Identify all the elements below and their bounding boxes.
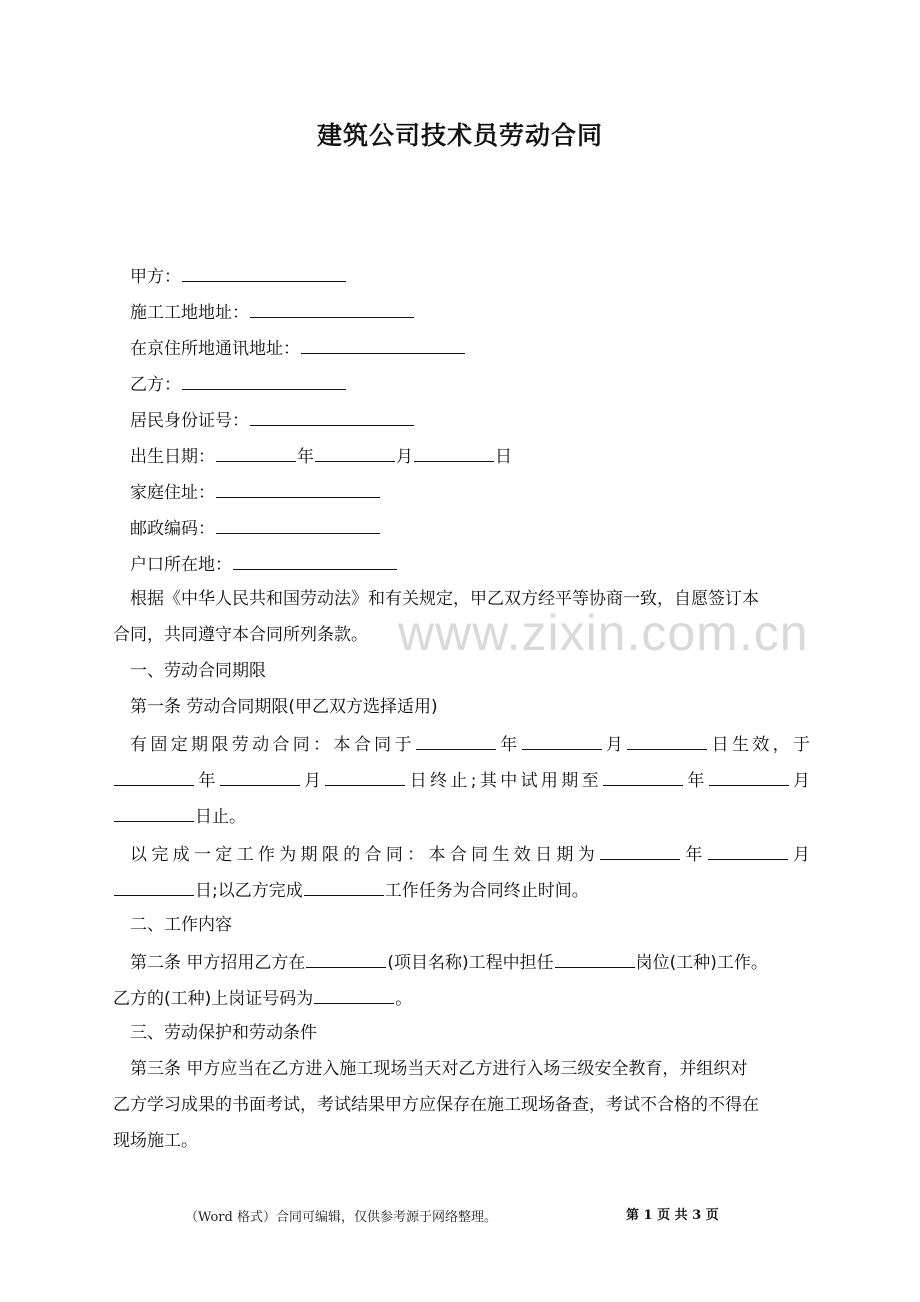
intro-line-1: 根据《中华人民共和国劳动法》和有关规定，甲乙双方经平等协商一致，自愿签订本 [130,589,759,609]
effective-text: 日生效，于 [708,735,811,755]
probation-day-blank[interactable] [114,803,194,822]
postal-code-blank[interactable] [216,515,380,534]
article-2-line-2 [113,985,412,1011]
party-a-label: 甲方： [130,267,181,287]
section-1-heading: 一、劳动合同期限 [130,661,266,681]
birth-month-blank[interactable] [315,443,395,462]
home-address-field [130,479,381,505]
birth-date-field [130,443,512,469]
party-a-blank[interactable] [182,263,346,282]
task-term-line-1 [130,841,810,867]
probation-year-unit: 年 [683,771,708,791]
probation-year-blank[interactable] [603,767,683,786]
task-month-unit: 月 [788,845,811,865]
article-2-end: 岗位(工种)工作。 [635,953,768,973]
site-address-label: 施工工地地址： [130,303,249,323]
fixed-term-line-1 [130,731,810,757]
article-2-line-1 [130,949,768,975]
end-year-blank[interactable] [114,767,194,786]
section-2-heading: 二、工作内容 [130,915,232,935]
site-address-blank[interactable] [250,299,414,318]
birth-date-label: 出生日期： [130,447,215,467]
watermark: www.zixin.com.cn [398,605,809,661]
probation-month-unit: 月 [789,771,811,791]
home-address-blank[interactable] [216,479,380,498]
id-number-field [130,407,415,433]
certificate-prefix: 乙方的(工种)上岗证号码为 [113,989,314,1009]
task-day-blank[interactable] [114,877,194,896]
home-address-label: 家庭住址： [130,483,215,503]
article-3-line-3: 现场施工。 [113,1131,198,1151]
fixed-term-line-2 [113,767,810,793]
end-day-blank[interactable] [325,767,405,786]
task-mid-text: 日;以乙方完成 [195,881,303,901]
beijing-address-field [130,335,466,361]
section-3-heading: 三、劳动保护和劳动条件 [130,1023,317,1043]
article-3-line-1: 第三条 甲方应当在乙方进入施工现场当天对乙方进行入场三级安全教育，并组织对 [130,1059,748,1079]
beijing-address-label: 在京住所地通讯地址： [130,339,300,359]
task-month-blank[interactable] [708,841,788,860]
end-text: 日终止;其中试用期至 [406,771,602,791]
stop-text: 日止。 [195,807,246,827]
position-blank[interactable] [555,949,635,968]
postal-code-label: 邮政编码： [130,519,215,539]
task-name-blank[interactable] [304,877,384,896]
birth-year-blank[interactable] [216,443,296,462]
hukou-blank[interactable] [233,551,397,570]
hukou-field [130,551,398,577]
fixed-term-prefix: 有固定期限劳动合同：本合同于 [130,735,415,755]
beijing-address-blank[interactable] [301,335,465,354]
end-year-unit: 年 [195,771,219,791]
id-number-blank[interactable] [250,407,414,426]
certificate-end: 。 [395,989,413,1009]
end-month-blank[interactable] [220,767,300,786]
page-title: 建筑公司技术员劳动合同 [316,121,603,150]
page-number: 第 1 页 共 3 页 [626,1208,719,1223]
party-b-field [130,371,347,397]
footer-note: （Word 格式）合同可编辑，仅供参考源于网络整理。 [185,1210,497,1225]
task-term-prefix: 以完成一定工作为期限的合同：本合同生效日期为 [130,845,600,865]
task-year-unit: 年 [681,845,707,865]
party-b-label: 乙方： [130,375,181,395]
certificate-blank[interactable] [314,985,394,1004]
task-year-blank[interactable] [600,841,680,860]
start-year-blank[interactable] [416,731,496,750]
article-2-prefix: 第二条 甲方招用乙方在 [130,953,306,973]
hukou-label: 户口所在地： [130,555,232,575]
site-address-field [130,299,415,325]
task-term-line-2 [113,877,589,903]
start-year-unit: 年 [496,735,521,755]
article-3-line-2: 乙方学习成果的书面考试，考试结果甲方应保存在施工现场备查，考试不合格的不得在 [113,1095,759,1115]
project-name-blank[interactable] [306,949,386,968]
party-b-blank[interactable] [182,371,346,390]
article-1-title: 第一条 劳动合同期限(甲乙双方选择适用) [130,697,438,717]
article-2-mid: (项目名称)工程中担任 [387,953,554,973]
birth-day-blank[interactable] [414,443,494,462]
intro-line-2: 合同，共同遵守本合同所列条款。 [113,625,368,645]
postal-code-field [130,515,381,541]
end-month-unit: 月 [300,771,325,791]
start-month-blank[interactable] [522,731,602,750]
fixed-term-line-3 [113,803,246,829]
start-day-blank[interactable] [627,731,707,750]
birth-day-unit: 日 [495,447,512,467]
probation-month-blank[interactable] [709,767,789,786]
start-month-unit: 月 [602,735,627,755]
birth-month-unit: 月 [396,447,413,467]
birth-year-unit: 年 [297,447,314,467]
id-number-label: 居民身份证号： [130,411,249,431]
party-a-field [130,263,347,289]
task-end-text: 工作任务为合同终止时间。 [384,881,589,901]
